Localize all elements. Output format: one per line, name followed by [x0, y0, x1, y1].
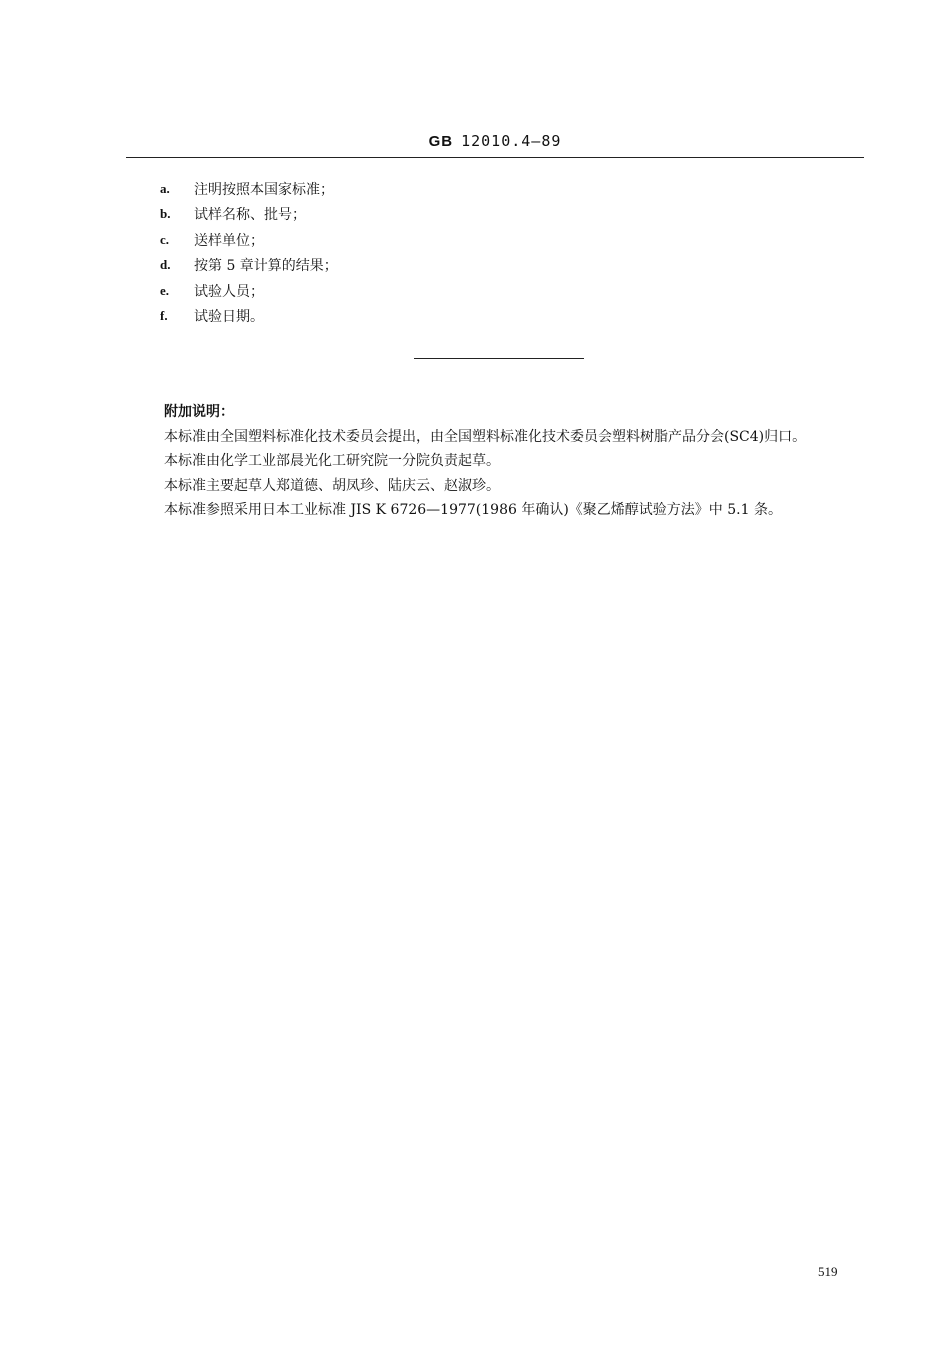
section-divider — [414, 358, 584, 359]
list-item-text: 注明按照本国家标准； — [194, 181, 334, 198]
page-number: 519 — [818, 1264, 838, 1279]
list-item — [160, 227, 338, 253]
list-item — [160, 278, 338, 304]
list-item-text: 试验日期。 — [194, 309, 264, 326]
appendix-paragraph: 本标准由全国塑料标准化技术委员会提出，由全国塑料标准化技术委员会塑料树脂产品分会(SC4)归口。 — [164, 428, 807, 445]
list-item-marker: d. — [160, 257, 171, 273]
list-item — [160, 304, 338, 330]
list-item-text: 试样名称、批号； — [194, 207, 306, 224]
list-item — [160, 202, 338, 228]
appendix-title: 附加说明： — [164, 404, 234, 420]
list-item-marker: c. — [160, 231, 170, 247]
report-item-list — [160, 176, 338, 329]
appendix-paragraph: 本标准由化学工业部晨光化工研究院一分院负责起草。 — [164, 453, 500, 469]
standard-prefix: GB — [428, 133, 454, 150]
appendix-paragraph: 本标准主要起草人郑道德、胡凤珍、陆庆云、赵淑珍。 — [164, 477, 500, 494]
header-divider — [126, 157, 864, 158]
list-item-marker: a. — [160, 180, 170, 196]
list-item-marker: e. — [160, 282, 170, 298]
list-item — [160, 176, 338, 202]
appendix-paragraph: 本标准参照采用日本工业标准 JIS K 6726—1977(1986 年确认)《聚乙烯醇试验方法》中 5.1 条。 — [164, 502, 782, 518]
list-item-text: 按第 5 章计算的结果； — [194, 258, 338, 275]
list-item-marker: b. — [160, 206, 171, 222]
list-item — [160, 253, 338, 279]
standard-number: 12010.4—89 — [461, 132, 562, 150]
list-item-marker: f. — [160, 308, 168, 324]
list-item-text: 试验人员； — [194, 283, 264, 300]
list-item-text: 送样单位； — [194, 232, 264, 249]
document-header — [0, 132, 950, 150]
appendix-section — [136, 400, 866, 523]
